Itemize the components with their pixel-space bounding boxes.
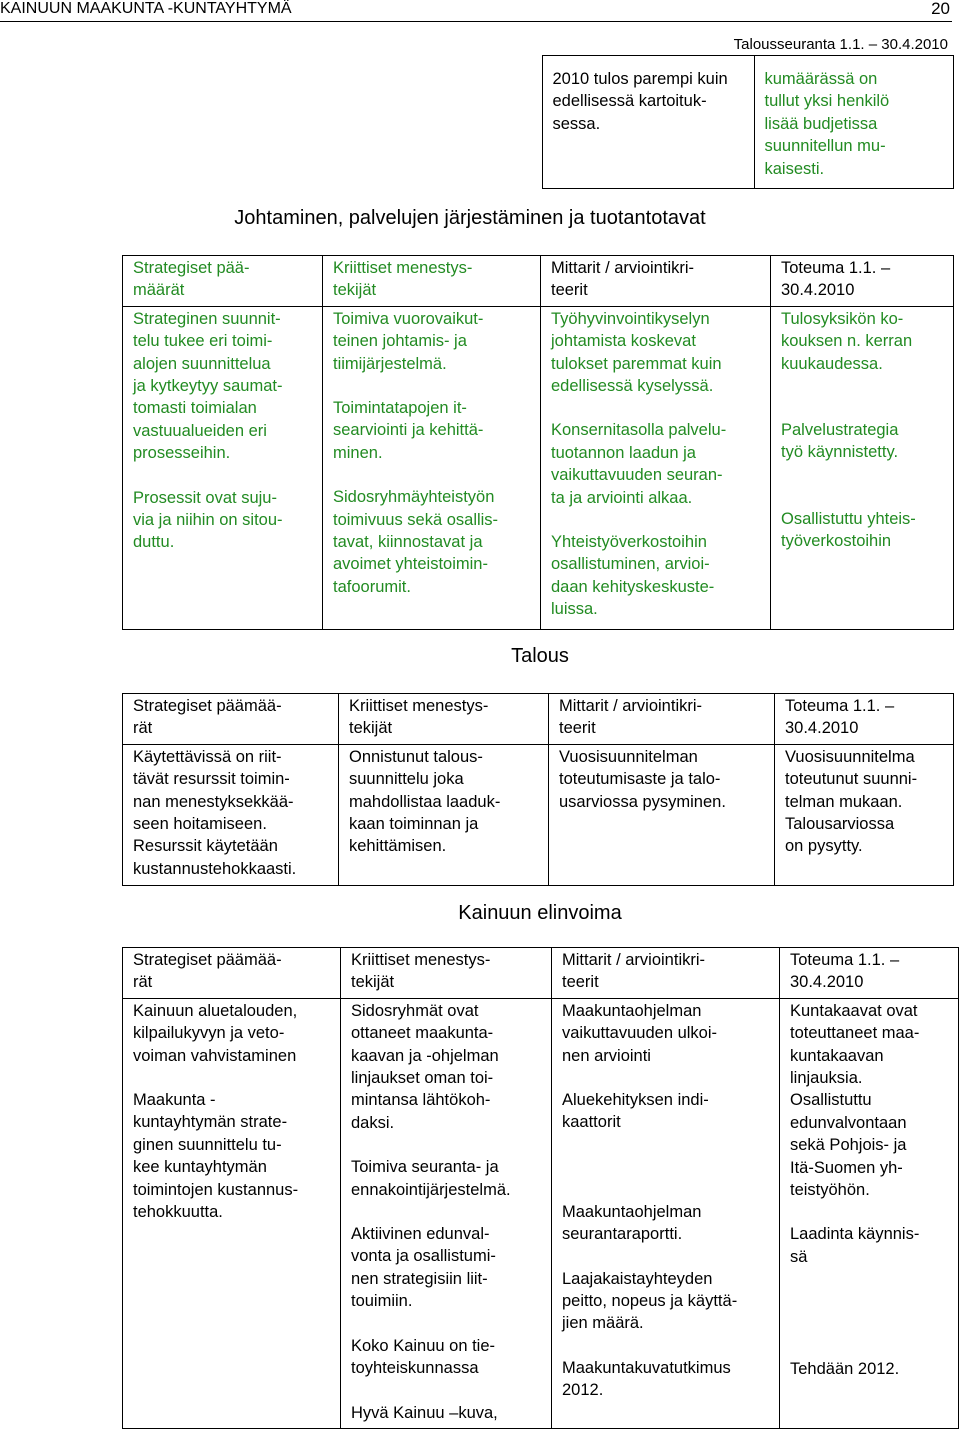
text-line: Strategiset pää- <box>133 259 250 277</box>
text-line: daan kehityskeskuste- <box>551 577 715 596</box>
header-outcome <box>771 256 954 307</box>
header-text <box>133 257 312 302</box>
text-line: vastuualueiden eri <box>133 421 267 440</box>
header-text <box>562 949 769 994</box>
text-line: kuntakaavan <box>790 1046 884 1065</box>
indicator-paragraph <box>551 419 760 509</box>
indicators-cell <box>552 998 780 1428</box>
text-line: prosesseihin. <box>133 444 231 463</box>
text-line: Hyvä Kainuu –kuva, <box>351 1403 498 1422</box>
text-line: Sidosryhmäyhteistyön <box>333 488 495 507</box>
text-line: nen arviointi <box>562 1046 651 1065</box>
text-line: tävät resurssit toimin- <box>133 770 290 789</box>
text-line: Mittarit / arviointikri- <box>559 697 703 715</box>
text-line: Sidosryhmät ovat <box>351 1001 479 1020</box>
continuation-measures-cell <box>542 56 754 189</box>
outcome-paragraph <box>790 1000 948 1202</box>
text-line: tiimijärjestelmä. <box>333 354 447 373</box>
outcome-paragraph <box>781 308 943 375</box>
goal-paragraph <box>133 746 328 880</box>
text-line: kumäärässä on <box>764 70 878 88</box>
header-text <box>349 695 538 740</box>
text-line: Maakuntakuvatutkimus <box>562 1358 731 1377</box>
header-text <box>551 257 760 302</box>
text-line: Strategiset päämää- <box>133 951 282 969</box>
factor-paragraph <box>333 397 530 464</box>
text-line: Osallistuttu yhteis- <box>781 509 916 528</box>
text-line: touimiin. <box>351 1292 413 1311</box>
text-line: daksi. <box>351 1113 395 1132</box>
header-text <box>781 257 943 302</box>
management-table <box>122 255 954 630</box>
text-line: telman mukaan. <box>785 792 903 811</box>
text-line: lisää budjetissa <box>764 114 878 133</box>
text-line: linjaukset oman toi- <box>351 1069 494 1088</box>
text-line: Vuosisuunnitelma <box>785 747 915 766</box>
text-line: jien määrä. <box>562 1314 644 1333</box>
strategic-goals-cell <box>123 998 341 1428</box>
text-line: tuotannon laadun ja <box>551 443 696 462</box>
text-line: kustannustehokkaasti. <box>133 859 297 878</box>
outcome-cell <box>780 998 959 1428</box>
text-line: rät <box>133 973 153 992</box>
text-line: Strateginen suunnit- <box>133 309 281 328</box>
text-line: kuukaudessa. <box>781 354 883 373</box>
indicator-paragraph <box>551 531 760 621</box>
text-line: tomasti toimialan <box>133 399 257 418</box>
text-line: Talousarviossa <box>785 815 895 834</box>
document-header-org: KAINUUN MAAKUNTA -KUNTAYHTYMÄ <box>0 0 292 17</box>
text-line: seen hoitamiseen. <box>133 815 267 834</box>
text-line: usarviossa pysyminen. <box>559 792 726 811</box>
header-strategic-goals <box>123 948 341 999</box>
text-line: telu tukee eri toimi- <box>133 332 273 351</box>
goal-paragraph <box>133 487 312 554</box>
text-line: 30.4.2010 <box>781 281 855 300</box>
header-text <box>333 257 530 302</box>
text-line: 2012. <box>562 1381 604 1400</box>
goal-paragraph <box>133 1089 330 1223</box>
text-line: Aluekehityksen indi- <box>562 1091 709 1110</box>
text-line: Kriittiset menestys- <box>349 697 489 715</box>
text-line: Maakuntaohjelman <box>562 1001 702 1020</box>
strategic-goals-cell <box>123 306 323 629</box>
text-line: ginen suunnittelu tu- <box>133 1135 282 1154</box>
text-line: Toimiva vuorovaikut- <box>333 309 484 328</box>
header-indicators <box>552 948 780 999</box>
text-line: tavat, kiinnostavat ja <box>333 533 483 552</box>
header-text <box>790 949 948 994</box>
text-line: linjauksia. <box>790 1069 863 1088</box>
text-line: Laadinta käynnis- <box>790 1225 920 1244</box>
text-line: alojen suunnittelua <box>133 354 271 373</box>
text-line: Aktiivinen edunval- <box>351 1225 490 1244</box>
section-title-management: Johtaminen, palvelujen järjestäminen ja tuotantotavat <box>234 207 706 229</box>
text-line: sessa. <box>552 114 601 133</box>
text-line: Vuosisuunnitelman <box>559 747 698 766</box>
text-line: kuntayhtymän strate- <box>133 1113 288 1132</box>
text-line: 30.4.2010 <box>790 973 864 992</box>
text-line: voiman vahvistaminen <box>133 1046 297 1065</box>
text-line: ennakointijärjestelmä. <box>351 1180 511 1199</box>
text-line: Kriittiset menestys- <box>351 951 491 969</box>
text-line: Kuntakaavat ovat <box>790 1001 918 1020</box>
critical-factors-cell <box>323 306 541 629</box>
header-outcome <box>780 948 959 999</box>
text-line: työverkostoihin <box>781 532 892 551</box>
text-line: suunnitellun mu- <box>764 137 886 156</box>
text-line: Tehdään 2012. <box>790 1360 900 1379</box>
factor-paragraph <box>351 1223 541 1313</box>
text-line: teerit <box>562 973 599 992</box>
header-indicators <box>541 256 771 307</box>
text-line: teistyöhön. <box>790 1181 870 1200</box>
text-line: toyhteiskunnassa <box>351 1359 479 1378</box>
text-line: Mittarit / arviointikri- <box>562 951 706 969</box>
text-line: peitto, nopeus ja käyttä- <box>562 1292 738 1311</box>
text-line: työ käynnistetty. <box>781 443 899 462</box>
text-line: Toimintatapojen it- <box>333 399 467 418</box>
text-line: Kriittiset menestys- <box>333 259 473 277</box>
indicator-paragraph <box>562 1089 769 1134</box>
text-line: Itä-Suomen yh- <box>790 1158 903 1177</box>
text-line: Tulosyksikön ko- <box>781 309 904 328</box>
text-line: mintansa lähtökoh- <box>351 1091 491 1110</box>
text-line: Strategiset päämää- <box>133 697 282 715</box>
indicators-cell <box>541 306 771 629</box>
text-line: Maakunta - <box>133 1091 216 1110</box>
text-line: kee kuntayhtymän <box>133 1158 267 1177</box>
text-line: teerit <box>551 281 588 300</box>
indicator-paragraph <box>562 1357 769 1402</box>
header-outcome <box>775 694 954 745</box>
continuation-empty-col2 <box>332 56 542 189</box>
text-line: Konsernitasolla palvelu- <box>551 421 727 440</box>
report-period: Talousseuranta 1.1. – 30.4.2010 <box>733 36 948 53</box>
text-line: Yhteistyöverkostoihin <box>551 533 707 552</box>
text-line: Maakuntaohjelman <box>562 1202 702 1221</box>
indicator-paragraph <box>562 1000 769 1067</box>
text-line: Osallistuttu <box>790 1091 872 1110</box>
factor-paragraph <box>351 1156 541 1201</box>
factor-paragraph <box>351 1000 541 1134</box>
text-line: kilpailukyvyn ja veto- <box>133 1024 285 1043</box>
text-line: tulokset paremmat kuin <box>551 354 722 373</box>
text-line: kehittämisen. <box>349 837 447 856</box>
text-line: avoimet yhteistoimin- <box>333 555 488 574</box>
text-line: Kainuun aluetalouden, <box>133 1001 298 1020</box>
outcome-cell <box>775 744 954 885</box>
header-critical-factors <box>339 694 549 745</box>
text-line: Toteuma 1.1. – <box>781 259 891 277</box>
economy-table <box>122 693 954 886</box>
critical-factors-cell <box>339 744 549 885</box>
page-number: 20 <box>931 0 950 18</box>
indicator-paragraph <box>562 1201 769 1246</box>
factor-paragraph <box>349 746 538 858</box>
strategic-goals-cell <box>123 744 339 885</box>
text-line: osallistuminen, arvioi- <box>551 555 710 574</box>
section-title-economy: Talous <box>511 645 569 667</box>
indicator-paragraph <box>559 746 764 813</box>
text-line: Resurssit käytetään <box>133 837 278 856</box>
text-line: tekijät <box>349 719 393 738</box>
text-line: sekä Pohjois- ja <box>790 1136 907 1155</box>
header-strategic-goals <box>123 256 323 307</box>
text-line: edunvalvontaan <box>790 1113 907 1132</box>
text-line: Prosessit ovat suju- <box>133 488 277 507</box>
text-line: tehokkuutta. <box>133 1203 223 1222</box>
text-line: Toteuma 1.1. – <box>785 697 895 715</box>
header-text <box>785 695 943 740</box>
vitality-table <box>122 947 959 1429</box>
section-title-vitality: Kainuun elinvoima <box>458 902 622 924</box>
text-line: seurantaraportti. <box>562 1225 683 1244</box>
text-line: ja kytkeytyy saumat- <box>133 377 283 396</box>
header-text <box>559 695 764 740</box>
text-line: 2010 tulos parempi kuin <box>552 70 728 88</box>
text-line: toimintojen kustannus- <box>133 1180 299 1199</box>
header-critical-factors <box>323 256 541 307</box>
text-line: luissa. <box>551 600 598 619</box>
outcome-paragraph <box>781 508 943 553</box>
header-indicators <box>549 694 775 745</box>
text-line: Toteuma 1.1. – <box>790 951 900 969</box>
header-critical-factors <box>341 948 552 999</box>
outcome-paragraph <box>790 1358 948 1380</box>
text-line: toteutumisaste ja talo- <box>559 770 721 789</box>
indicator-paragraph <box>562 1268 769 1335</box>
text-line: on pysytty. <box>785 837 863 856</box>
text-line: sä <box>790 1247 808 1266</box>
outcome-paragraph <box>781 419 943 464</box>
text-line: edellisessä kyselyssä. <box>551 377 714 396</box>
text-line: toimivuus sekä osallis- <box>333 510 499 529</box>
text-line: via ja niihin on sitou- <box>133 511 283 530</box>
header-strategic-goals <box>123 694 339 745</box>
text-line: kaattorit <box>562 1113 621 1132</box>
factor-paragraph <box>333 486 530 598</box>
text-line: 30.4.2010 <box>785 719 859 738</box>
goal-paragraph <box>133 1000 330 1067</box>
indicators-cell <box>549 744 775 885</box>
text-line: Käytettävissä on riit- <box>133 747 282 766</box>
header-rule <box>0 21 952 22</box>
text-line: Laajakaistayhteyden <box>562 1269 713 1288</box>
text-line: ottaneet maakunta- <box>351 1024 494 1043</box>
text-line: nan menestyksekkää- <box>133 792 294 811</box>
continuation-table <box>122 55 954 189</box>
continuation-empty-col1 <box>122 56 332 189</box>
factor-paragraph <box>333 308 530 375</box>
text-line: kaavan ja -ohjelman <box>351 1046 499 1065</box>
text-line: Toimiva seuranta- ja <box>351 1158 499 1177</box>
text-line: edellisessä kartoituk- <box>552 92 707 111</box>
text-line: Työhyvinvointikyselyn <box>551 309 710 328</box>
text-line: teinen johtamis- ja <box>333 332 467 351</box>
indicator-paragraph <box>551 308 760 398</box>
factor-paragraph <box>351 1402 541 1424</box>
text-line: kaan toiminnan ja <box>349 815 479 834</box>
text-line: kaisesti. <box>764 159 825 178</box>
text-line: Onnistunut talous- <box>349 747 483 766</box>
text-line: toteuttaneet maa- <box>790 1024 920 1043</box>
text-line: rät <box>133 719 153 738</box>
outcome-paragraph <box>785 746 943 858</box>
text-line: Palvelustrategia <box>781 421 899 440</box>
text-line: vaikuttavuuden ulkoi- <box>562 1024 718 1043</box>
text-line: minen. <box>333 443 383 462</box>
text-line: mahdollistaa laaduk- <box>349 792 501 811</box>
text-line: teerit <box>559 719 596 738</box>
critical-factors-cell <box>341 998 552 1428</box>
outcome-cell <box>771 306 954 629</box>
text-line: suunnittelu joka <box>349 770 464 789</box>
outcome-paragraph <box>790 1223 948 1268</box>
goal-paragraph <box>133 308 312 465</box>
header-text <box>133 949 330 994</box>
text-line: Mittarit / arviointikri- <box>551 259 695 277</box>
factor-paragraph <box>351 1335 541 1380</box>
text-line: Koko Kainuu on tie- <box>351 1336 496 1355</box>
header-text <box>351 949 541 994</box>
text-line: toteutunut suunni- <box>785 770 918 789</box>
text-line: vonta ja osallistumi- <box>351 1247 496 1266</box>
text-line: searviointi ja kehittä- <box>333 421 484 440</box>
text-line: johtamista koskevat <box>551 332 696 351</box>
text-line: tullut yksi henkilö <box>764 92 890 111</box>
text-line: määrät <box>133 281 185 300</box>
text-line: nen strategisiin liit- <box>351 1269 488 1288</box>
text-line: ta ja arviointi alkaa. <box>551 488 693 507</box>
continuation-outcome-cell <box>754 56 953 189</box>
text-line: tekijät <box>351 973 395 992</box>
header-text <box>133 695 328 740</box>
text-line: kouksen n. kerran <box>781 332 913 351</box>
text-line: vaikuttavuuden seuran- <box>551 466 723 485</box>
continuation-outcome-text <box>765 68 943 180</box>
text-line: tafoorumit. <box>333 577 411 596</box>
continuation-measures-text <box>553 68 744 135</box>
text-line: duttu. <box>133 533 175 552</box>
text-line: tekijät <box>333 281 377 300</box>
